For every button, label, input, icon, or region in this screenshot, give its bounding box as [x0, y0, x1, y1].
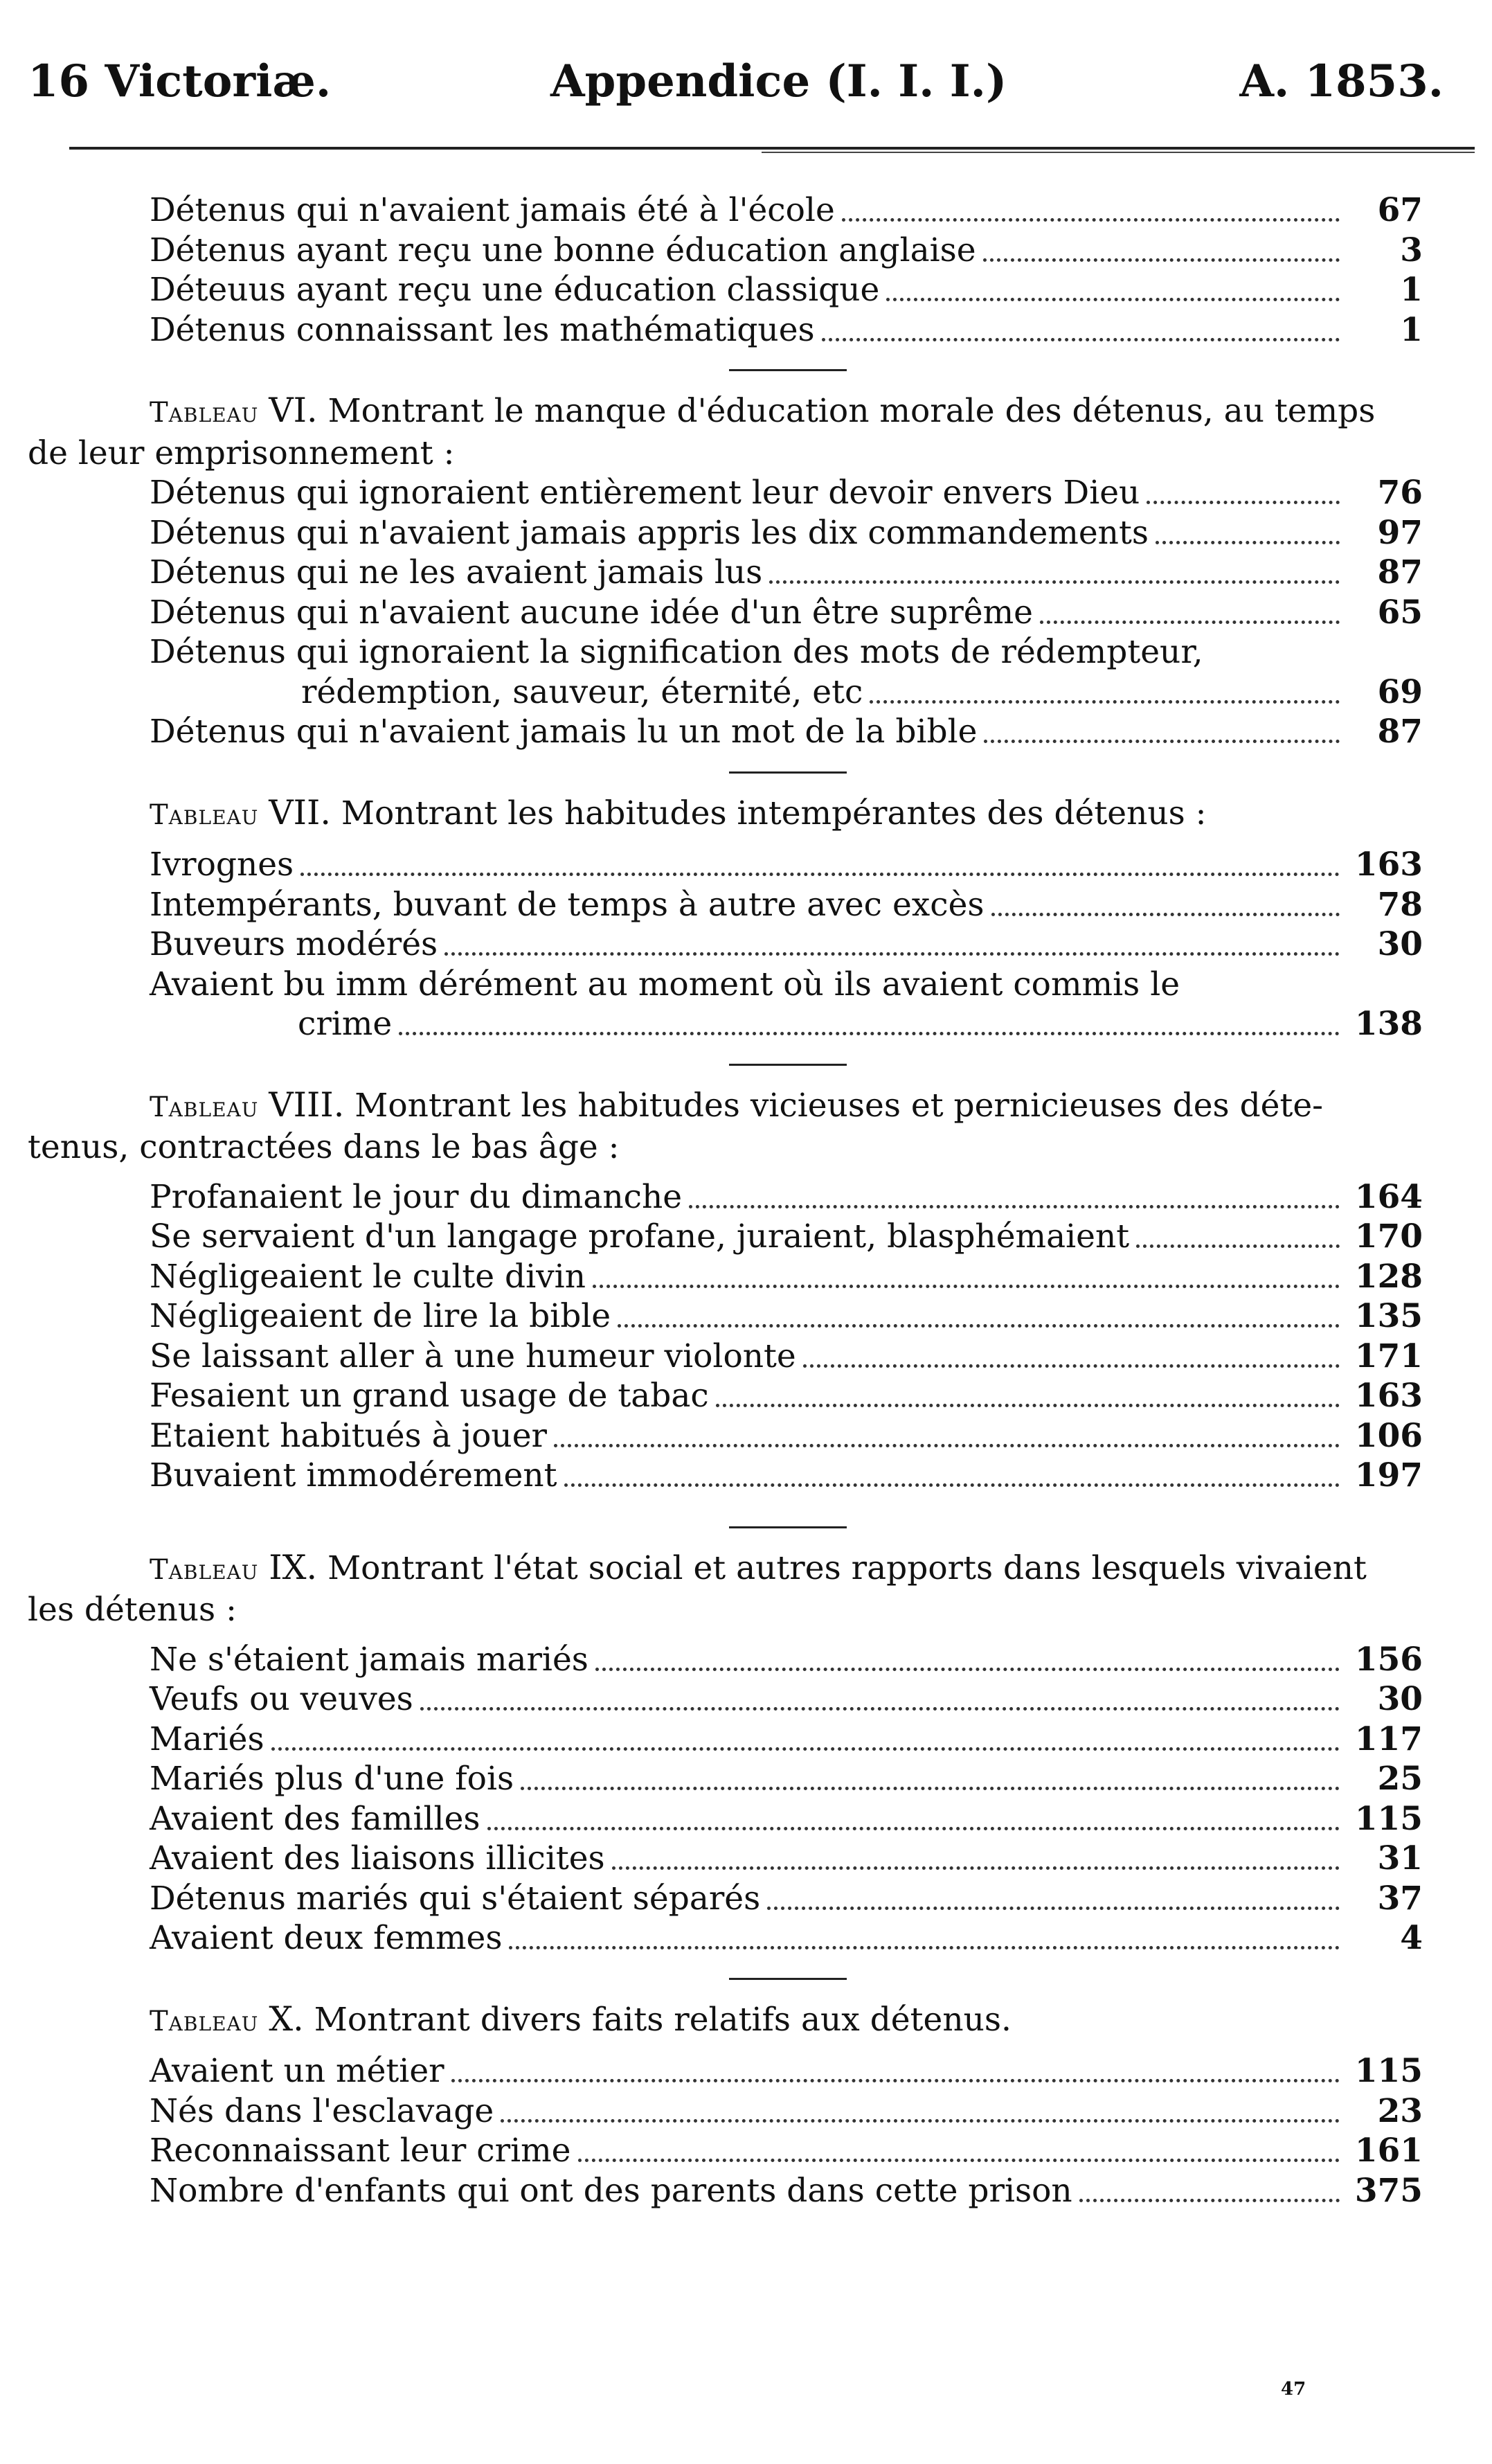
table-row: [28, 1177, 1464, 1217]
row-label: Buveurs modérés: [150, 925, 438, 963]
caption-continuation: tenus, contractées dans le bas âge :: [28, 1128, 620, 1166]
table-row: [28, 1416, 1464, 1456]
row-label: Ne s'étaient jamais mariés: [150, 1640, 588, 1679]
row-label: Nés dans l'esclavage: [150, 2091, 494, 2130]
row-value: 1: [1400, 310, 1423, 349]
table-row: [28, 1918, 1464, 1958]
tableau-label: Tableau: [150, 2005, 259, 2037]
section-divider: [729, 1526, 847, 1528]
leader-dots: [1079, 2199, 1340, 2202]
table-row: [28, 1257, 1464, 1297]
caption-continuation: les détenus :: [28, 1591, 237, 1629]
row-value: 67: [1377, 191, 1423, 229]
section-divider: [729, 369, 847, 371]
caption-text: Montrant les habitudes intempérantes des détenus :: [341, 794, 1207, 832]
table-row: [28, 1839, 1464, 1879]
row-label: Détenus qui n'avaient jamais appris les dix commandements: [150, 513, 1149, 552]
row-label: Détenus qui ignoraient la signification des mots de rédempteur,: [150, 633, 1203, 671]
row-value: 138: [1354, 1005, 1423, 1043]
table-row: [28, 2091, 1464, 2132]
leader-dots: [822, 338, 1340, 341]
leader-dots: [578, 2159, 1340, 2162]
row-value: 135: [1354, 1297, 1423, 1335]
leader-dots: [618, 1324, 1340, 1328]
intro-row: [28, 310, 1464, 350]
table-row: [28, 845, 1464, 885]
row-value: 76: [1377, 474, 1423, 512]
row-label: Mariés plus d'une fois: [150, 1760, 514, 1798]
tableau-label: Tableau: [150, 798, 259, 831]
signature-mark: 47: [1281, 2379, 1306, 2400]
caption-text: Montrant l'état social et autres rapports dans lesquels vivaient: [327, 1548, 1367, 1587]
leader-dots: [554, 1444, 1340, 1447]
row-label: Nombre d'enfants qui ont des parents dans cette prison: [150, 2171, 1072, 2210]
page-header: [0, 42, 1492, 111]
row-label: Détenus qui ignoraient entièrement leur devoir envers Dieu: [150, 474, 1140, 512]
row-label: Etaient habitués à jouer: [150, 1416, 547, 1455]
tableau-number: X.: [269, 1999, 304, 2039]
row-value: 161: [1354, 2132, 1423, 2170]
tableau-label: Tableau: [150, 1553, 259, 1586]
leader-dots: [842, 218, 1340, 222]
table-row: [28, 1799, 1464, 1839]
table-row: [28, 1337, 1464, 1377]
row-value: 97: [1377, 513, 1423, 552]
table-row: [28, 1296, 1464, 1337]
row-value: 87: [1377, 713, 1423, 751]
section-divider: [729, 771, 847, 774]
row-label: Détenus qui n'avaient aucune idée d'un être suprême: [150, 593, 1033, 632]
row-label: Ivrognes: [150, 846, 294, 884]
tableau-number: VI.: [269, 391, 318, 430]
row-label: Fesaient un grand usage de tabac: [150, 1377, 709, 1415]
row-value: 106: [1354, 1416, 1423, 1455]
row-value: 163: [1354, 1377, 1423, 1415]
leader-dots: [300, 873, 1340, 876]
row-value: 117: [1354, 1720, 1423, 1758]
spacer: [28, 835, 1464, 845]
table-row: [28, 2131, 1464, 2171]
table-row: [28, 473, 1464, 513]
caption-continuation: de leur emprisonnement :: [28, 434, 455, 472]
leader-dots: [1040, 621, 1340, 624]
tableau-9-caption: [28, 1548, 1464, 1630]
row-value: 1: [1400, 271, 1423, 309]
leader-dots: [451, 2079, 1340, 2082]
row-label: Détenus qui n'avaient jamais lu un mot de la bible: [150, 713, 978, 751]
tableau-8-caption: [28, 1085, 1464, 1168]
leader-dots: [420, 1707, 1340, 1711]
row-label: Intempérants, buvant de temps à autre avec excès: [150, 885, 985, 924]
row-label: Profanaient le jour du dimanche: [150, 1177, 683, 1216]
row-value: 65: [1377, 593, 1423, 632]
row-label: Avaient des liaisons illicites: [150, 1839, 605, 1877]
row-label: Négligeaient le culte divin: [150, 1257, 586, 1296]
spacer: [28, 1168, 1464, 1177]
row-value: 375: [1354, 2171, 1423, 2210]
row-label: Buvaient immodérement: [150, 1456, 557, 1494]
row-value: 115: [1354, 2052, 1423, 2090]
leader-dots: [769, 580, 1340, 584]
row-value: 156: [1354, 1640, 1423, 1679]
row-value: 69: [1377, 672, 1423, 711]
leader-dots: [444, 952, 1340, 956]
leader-dots: [870, 700, 1340, 704]
row-value: 115: [1354, 1799, 1423, 1838]
spacer: [28, 1630, 1464, 1640]
table-row: [28, 885, 1464, 925]
leader-dots: [803, 1364, 1340, 1368]
tableau-6-caption: [28, 391, 1464, 473]
leader-dots: [487, 1827, 1340, 1830]
row-value: 164: [1354, 1177, 1423, 1216]
row-value: 171: [1354, 1337, 1423, 1375]
table-row: [28, 513, 1464, 553]
leader-dots: [983, 258, 1340, 262]
leader-dots: [984, 740, 1340, 743]
row-label: Détenus connaissant les mathématiques: [150, 310, 815, 349]
leader-dots: [521, 1787, 1340, 1790]
row-value: 30: [1377, 1680, 1423, 1718]
row-value: 197: [1354, 1456, 1423, 1494]
row-label: Détenus ayant reçu une bonne éducation anglaise: [150, 231, 976, 269]
leader-dots: [767, 1907, 1340, 1910]
row-value: 23: [1377, 2091, 1423, 2130]
section-divider: [729, 1978, 847, 1980]
tableau-7-caption: [28, 793, 1464, 836]
leader-dots: [399, 1032, 1340, 1035]
row-label: Mariés: [150, 1720, 264, 1758]
row-value: 4: [1400, 1919, 1423, 1957]
table-row-wrapped-first: [28, 632, 1464, 672]
row-label-continuation: crime: [298, 1005, 393, 1043]
row-value: 87: [1377, 553, 1423, 591]
leader-dots: [991, 913, 1340, 916]
row-label: Détenus qui ne les avaient jamais lus: [150, 553, 763, 591]
table-row-wrapped-first: [28, 965, 1464, 1005]
row-value: 37: [1377, 1879, 1423, 1918]
leader-dots: [716, 1404, 1340, 1407]
tableau-label: Tableau: [150, 1091, 259, 1123]
leader-dots: [564, 1483, 1340, 1487]
leader-dots: [501, 2119, 1340, 2123]
table-row: [28, 1376, 1464, 1416]
row-value: 3: [1400, 231, 1423, 269]
caption-text: Montrant les habitudes vicieuses et pernicieuses des déte-: [354, 1086, 1324, 1125]
spacer: [28, 2042, 1464, 2051]
leader-dots: [593, 1285, 1340, 1288]
table-row: [28, 1879, 1464, 1919]
header-rule: [69, 147, 1475, 150]
section-divider: [729, 1064, 847, 1066]
leader-dots: [271, 1747, 1340, 1751]
leader-dots: [509, 1946, 1340, 1949]
caption-text: Montrant le manque d'éducation morale des détenus, au temps: [327, 392, 1376, 430]
table-row: [28, 1640, 1464, 1680]
leader-dots: [595, 1668, 1340, 1671]
row-value: 25: [1377, 1760, 1423, 1798]
table-row: [28, 1456, 1464, 1496]
table-row: [28, 2051, 1464, 2091]
header-rule-secondary: [762, 152, 1475, 153]
row-label: Négligeaient de lire la bible: [150, 1297, 611, 1335]
leader-dots: [689, 1205, 1340, 1208]
row-label: Avaient un métier: [150, 2052, 444, 2090]
row-value: 170: [1354, 1217, 1423, 1256]
caption-text: Montrant divers faits relatifs aux détenus.: [314, 2000, 1012, 2039]
tableau-number: IX.: [269, 1547, 318, 1587]
row-label: Se servaient d'un langage profane, juraient, blasphémaient: [150, 1217, 1130, 1256]
table-row: [28, 553, 1464, 593]
leader-dots: [612, 1866, 1340, 1870]
row-value: 128: [1354, 1257, 1423, 1296]
tableau-number: VII.: [269, 792, 331, 832]
row-value: 31: [1377, 1839, 1423, 1877]
tableau-number: VIII.: [269, 1084, 345, 1125]
row-value: 163: [1354, 846, 1423, 884]
table-row: [28, 925, 1464, 965]
row-label: Déteuus ayant reçu une éducation classique: [150, 271, 880, 309]
header-session: 16 Victoriæ.: [28, 55, 332, 107]
table-row: [28, 1759, 1464, 1799]
row-label: Avaient deux femmes: [150, 1919, 503, 1957]
row-label: Détenus qui n'avaient jamais été à l'école: [150, 191, 835, 229]
intro-row: [28, 231, 1464, 271]
row-label: Avaient des familles: [150, 1799, 480, 1838]
header-year: A. 1853.: [1239, 55, 1444, 107]
table-row: [28, 2171, 1464, 2211]
header-title: Appendice (I. I. I.): [550, 55, 1007, 107]
leader-dots: [1156, 541, 1340, 544]
row-label-continuation: rédemption, sauveur, éternité, etc: [301, 672, 863, 711]
intro-row: [28, 190, 1464, 231]
table-row: [28, 1720, 1464, 1760]
table-row: [28, 593, 1464, 633]
leader-dots: [1136, 1244, 1340, 1248]
row-label: Avaient bu imm dérément au moment où ils avaient commis le: [150, 965, 1180, 1003]
tableau-label: Tableau: [150, 397, 259, 429]
leader-dots: [886, 298, 1340, 301]
row-label: Reconnaissant leur crime: [150, 2132, 571, 2170]
intro-row: [28, 270, 1464, 310]
table-row: [28, 712, 1464, 752]
page-content: [28, 190, 1464, 2211]
table-row: [28, 1679, 1464, 1720]
row-label: Détenus mariés qui s'étaient séparés: [150, 1879, 761, 1918]
table-row: [28, 1217, 1464, 1257]
tableau-10-caption: [28, 1999, 1464, 2042]
row-value: 78: [1377, 885, 1423, 924]
row-label: Veufs ou veuves: [150, 1680, 413, 1718]
row-label: Se laissant aller à une humeur violonte: [150, 1337, 796, 1375]
table-row-wrapped-second: [28, 1004, 1464, 1044]
table-row-wrapped-second: [28, 672, 1464, 713]
leader-dots: [1147, 501, 1340, 504]
row-value: 30: [1377, 925, 1423, 963]
